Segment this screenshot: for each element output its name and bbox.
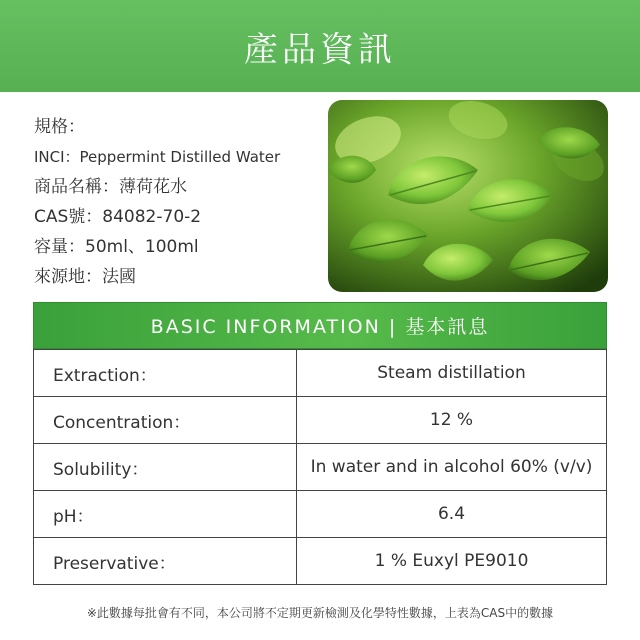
basic-information-table <box>33 302 607 585</box>
spec-inci <box>34 142 324 172</box>
table-row <box>34 350 607 397</box>
spec-inci-text: INCI：Peppermint Distilled Water <box>34 148 281 166</box>
basic-info-heading: BASIC INFORMATION | 基本訊息 <box>33 302 607 349</box>
table-row <box>34 444 607 491</box>
row-label: Solubility： <box>34 444 297 491</box>
spec-cas: CAS號：84082-70-2 <box>34 207 202 227</box>
product-specs <box>34 112 324 292</box>
row-value: Steam distillation <box>297 350 607 397</box>
table-row <box>34 538 607 585</box>
page-title: 產品資訊 <box>244 29 396 70</box>
row-label: Preservative： <box>34 538 297 585</box>
row-value: 1 % Euxyl PE9010 <box>297 538 607 585</box>
row-value: 6.4 <box>297 491 607 538</box>
mint-leaves-photo <box>328 100 608 292</box>
row-label: Extraction： <box>34 350 297 397</box>
mint-leaves-image <box>328 100 608 292</box>
spec-origin: 來源地：法國 <box>34 267 136 287</box>
row-label: Concentration： <box>34 397 297 444</box>
row-value: 12 % <box>297 397 607 444</box>
spec-volume: 容量：50ml、100ml <box>34 237 199 257</box>
info-table <box>33 349 607 585</box>
header-banner <box>0 0 640 92</box>
spec-label: 規格： <box>34 117 85 137</box>
table-row <box>34 397 607 444</box>
row-label: pH： <box>34 491 297 538</box>
footnote: ※此數據每批會有不同，本公司將不定期更新檢測及化學特性數據，上表為CAS中的數據 <box>86 606 554 620</box>
table-row <box>34 491 607 538</box>
row-value: In water and in alcohol 60% (v/v) <box>297 444 607 491</box>
spec-product-name: 商品名稱：薄荷花水 <box>34 177 187 197</box>
